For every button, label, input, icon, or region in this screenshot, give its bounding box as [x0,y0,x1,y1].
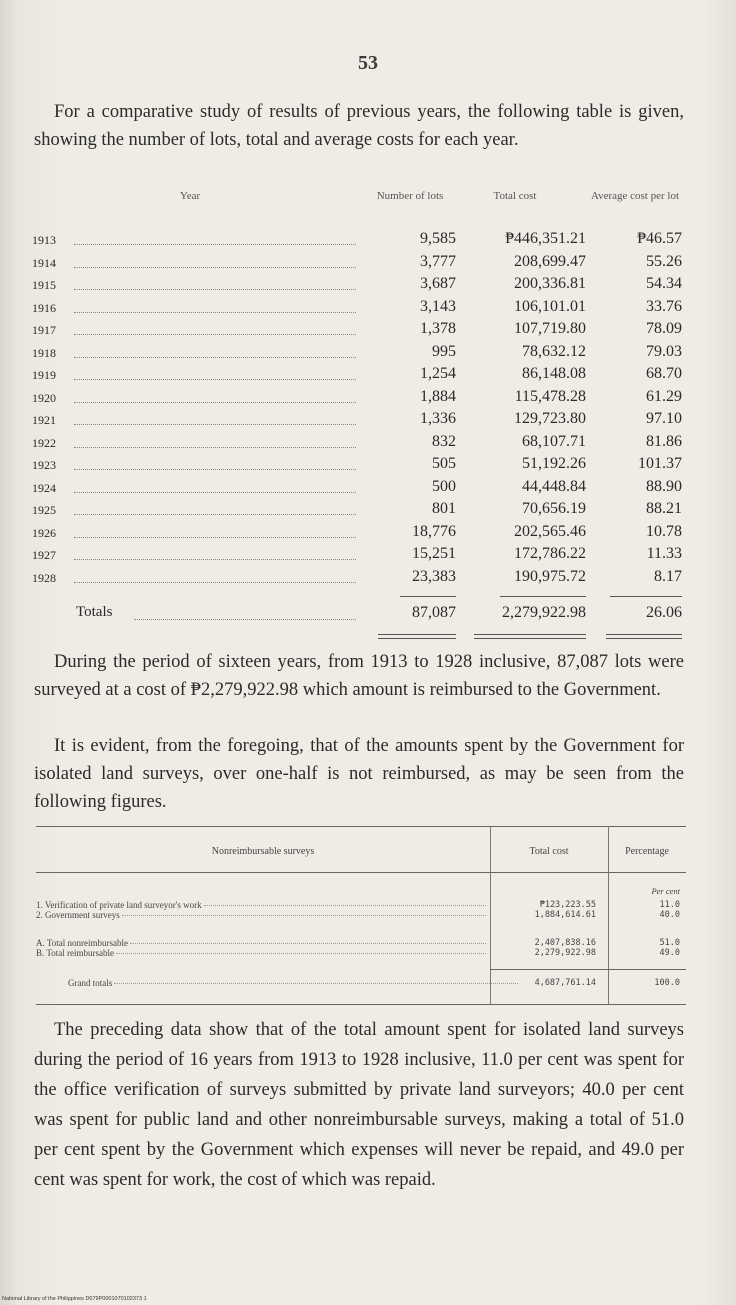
percentage-cell: 11.0 [659,900,680,910]
lots-cell: 3,687 [420,275,456,292]
header-total-cost: Total cost [529,846,569,857]
leader-dots [74,402,356,403]
nonreimbursable-table [36,826,686,1006]
total-cost-cell: 1,884,614.61 [534,910,596,920]
description-cell [36,910,486,920]
preceding-paragraph: The preceding data show that of the total amount spent for isolated land surveys during the period of 16 years from 1913 to 1928 inclusive, 11.0 per cent was spent for the office verification of surveys submitted by private land surveyors; 40.0 per cent was spent for public land and other nonreimbursable surveys, making a total of 51.0 per cent spent by the Government which expenses will never be repaid, and 49.0 per cent was spent for work, the cost of which was repaid. [34,1020,684,1190]
total-cost-cell: 190,975.72 [514,567,586,585]
totals-cost: 2,279,922.98 [502,604,586,621]
lots-cell: 500 [432,477,456,495]
total-cost-cell: 4,687,761.14 [534,978,596,988]
year-cell: 1927 [32,548,56,562]
leader-dots [74,582,356,583]
page-number: 53 [358,52,378,74]
leader-dots [74,447,356,448]
lots-cell: 3,777 [420,252,456,270]
total-cost-cell: 86,148.08 [522,365,586,382]
table-row [30,478,690,501]
description-cell [36,938,486,948]
total-cost-cell: 202,565.46 [514,522,586,540]
table-bottom-rule [36,1004,686,1005]
library-footer: National Library of the Philippines D079P0001070102373 1 [2,1296,147,1302]
leader-dots [116,953,486,954]
description-cell [36,900,486,910]
table-body [30,230,690,590]
leader-dots [74,492,356,493]
average-cost-cell: 54.34 [646,275,682,292]
totals-avg: 26.06 [646,604,682,621]
header-total-cost: Total cost [493,190,537,202]
leader-dots [114,983,518,984]
table-row [36,978,686,989]
yearly-costs-table [30,186,690,621]
year-cell: 1926 [32,525,56,540]
year-cell: 1923 [32,458,56,472]
year-cell: 1916 [32,300,56,315]
year-cell: 1924 [32,480,56,495]
double-rule-cost [474,634,586,639]
during-paragraph: During the period of sixteen years, from 1913 to 1928 inclusive, 87,087 lots were surveyed at a cost of ₱2,279,922.98 which amount is reimbursed to the Government. [34,652,684,700]
rule-lots [400,596,456,597]
totals-lots: 87,087 [412,604,456,621]
average-cost-cell: 11.33 [646,545,682,562]
average-cost-cell: 55.26 [646,252,682,270]
description-text: Grand totals [68,978,113,988]
percentage-cell: 100.0 [654,978,680,988]
table-row [30,568,690,591]
year-cell: 1918 [32,345,56,360]
total-cost-cell: 106,101.01 [514,297,586,315]
year-cell: 1925 [32,503,56,517]
average-cost-cell: 68.70 [646,365,682,382]
total-cost-cell: 115,478.28 [514,387,586,405]
table-top-rule [36,826,686,827]
table-row [30,365,690,388]
double-rule-avg [606,634,682,639]
lots-cell: 3,143 [420,297,456,315]
total-cost-cell: 44,448.84 [522,477,586,495]
totals-rule [490,969,686,970]
leader-dots [74,537,356,538]
year-cell: 1914 [32,255,56,270]
lots-cell: 15,251 [412,545,456,562]
leader-dots [134,619,356,620]
table-row [30,433,690,456]
percentage-cell: 40.0 [659,910,680,920]
year-cell: 1917 [32,323,56,337]
table-row [30,388,690,411]
lots-cell: 1,378 [420,320,456,337]
rule-cost [500,596,586,597]
table-row [36,910,686,921]
year-cell: 1919 [32,368,56,382]
total-cost-cell: 200,336.81 [514,275,586,292]
total-cost-cell: 2,407,838.16 [534,938,596,948]
total-cost-cell: 68,107.71 [522,432,586,450]
table-row [30,500,690,523]
average-cost-cell: ₱46.57 [637,230,682,247]
intro-paragraph: For a comparative study of results of previous years, the following table is given, showing the number of lots, total and average costs for each year. [34,102,684,150]
table-row [30,545,690,568]
total-cost-cell: 172,786.22 [514,545,586,562]
year-cell: 1928 [32,570,56,585]
total-cost-cell: ₱446,351.21 [505,230,586,247]
rule-avg [610,596,682,597]
lots-cell: 505 [432,455,456,472]
description-text: 1. Verification of private land surveyor's work [36,900,202,910]
leader-dots [204,905,486,906]
lots-cell: 1,884 [420,387,456,405]
average-cost-cell: 101.37 [638,455,682,472]
totals-label: Totals [76,604,113,620]
total-cost-cell: 51,192.26 [522,455,586,472]
average-cost-cell: 88.21 [646,500,682,517]
year-cell: 1920 [32,390,56,405]
header-lots: Number of lots [376,190,444,202]
total-cost-cell: 107,719.80 [514,320,586,337]
year-cell: 1922 [32,435,56,450]
average-cost-cell: 79.03 [646,342,682,360]
leader-dots [74,424,356,425]
leader-dots [74,469,356,470]
table-row [30,230,690,253]
description-text: B. Total reimbursable [36,948,114,958]
average-cost-cell: 10.78 [646,522,682,540]
leader-dots [122,915,486,916]
table-row [30,253,690,276]
table-row [30,320,690,343]
lots-cell: 9,585 [420,230,456,247]
lots-cell: 832 [432,432,456,450]
average-cost-cell: 8.17 [654,567,682,585]
year-cell: 1921 [32,413,56,427]
evident-paragraph: It is evident, from the foregoing, that of the amounts spent by the Government for isolated land surveys, over one-half is not reimbursed, as may be seen from the following figures. [34,736,684,812]
header-year: Year [179,190,201,202]
lots-cell: 18,776 [412,522,456,540]
leader-dots [74,357,356,358]
header-nonreimbursable: Nonreimbursable surveys [211,846,315,857]
leader-dots [74,312,356,313]
total-cost-cell: ₱123,223.55 [539,900,596,910]
table-row [30,275,690,298]
table-row [36,948,686,959]
lots-cell: 1,254 [420,365,456,382]
total-cost-cell: 70,656.19 [522,500,586,517]
total-cost-cell: 208,699.47 [514,252,586,270]
lots-cell: 23,383 [412,567,456,585]
average-cost-cell: 97.10 [646,410,682,427]
leader-dots [74,379,356,380]
percentage-cell: 49.0 [659,948,680,958]
table-row [30,298,690,321]
totals-row [30,604,690,628]
leader-dots [74,334,356,335]
table-row [30,343,690,366]
total-cost-cell: 2,279,922.98 [534,948,596,958]
leader-dots [74,267,356,268]
lots-cell: 995 [432,342,456,360]
total-cost-cell: 78,632.12 [522,342,586,360]
description-cell [36,978,518,988]
table-row [30,410,690,433]
total-cost-cell: 129,723.80 [514,410,586,427]
average-cost-cell: 81.86 [646,432,682,450]
leader-dots [74,244,356,245]
year-cell: 1913 [32,233,56,247]
average-cost-cell: 78.09 [646,320,682,337]
average-cost-cell: 61.29 [646,387,682,405]
percent-unit-label: Per cent [651,886,680,896]
table-row [30,523,690,546]
leader-dots [74,289,356,290]
table-header [30,186,690,230]
average-cost-cell: 33.76 [646,297,682,315]
leader-dots [74,559,356,560]
leader-dots [74,514,356,515]
description-cell [36,948,486,958]
double-rule-lots [378,634,456,639]
lots-cell: 801 [432,500,456,517]
header-percentage: Percentage [625,846,669,857]
table-header-rule [36,872,686,873]
percentage-cell: 51.0 [659,938,680,948]
year-cell: 1915 [32,278,56,292]
average-cost-cell: 88.90 [646,477,682,495]
leader-dots [130,943,486,944]
lots-cell: 1,336 [420,410,456,427]
table-row [30,455,690,478]
description-text: A. Total nonreimbursable [36,938,128,948]
description-text: 2. Government surveys [36,910,120,920]
header-average-cost: Average cost per lot [590,190,680,202]
